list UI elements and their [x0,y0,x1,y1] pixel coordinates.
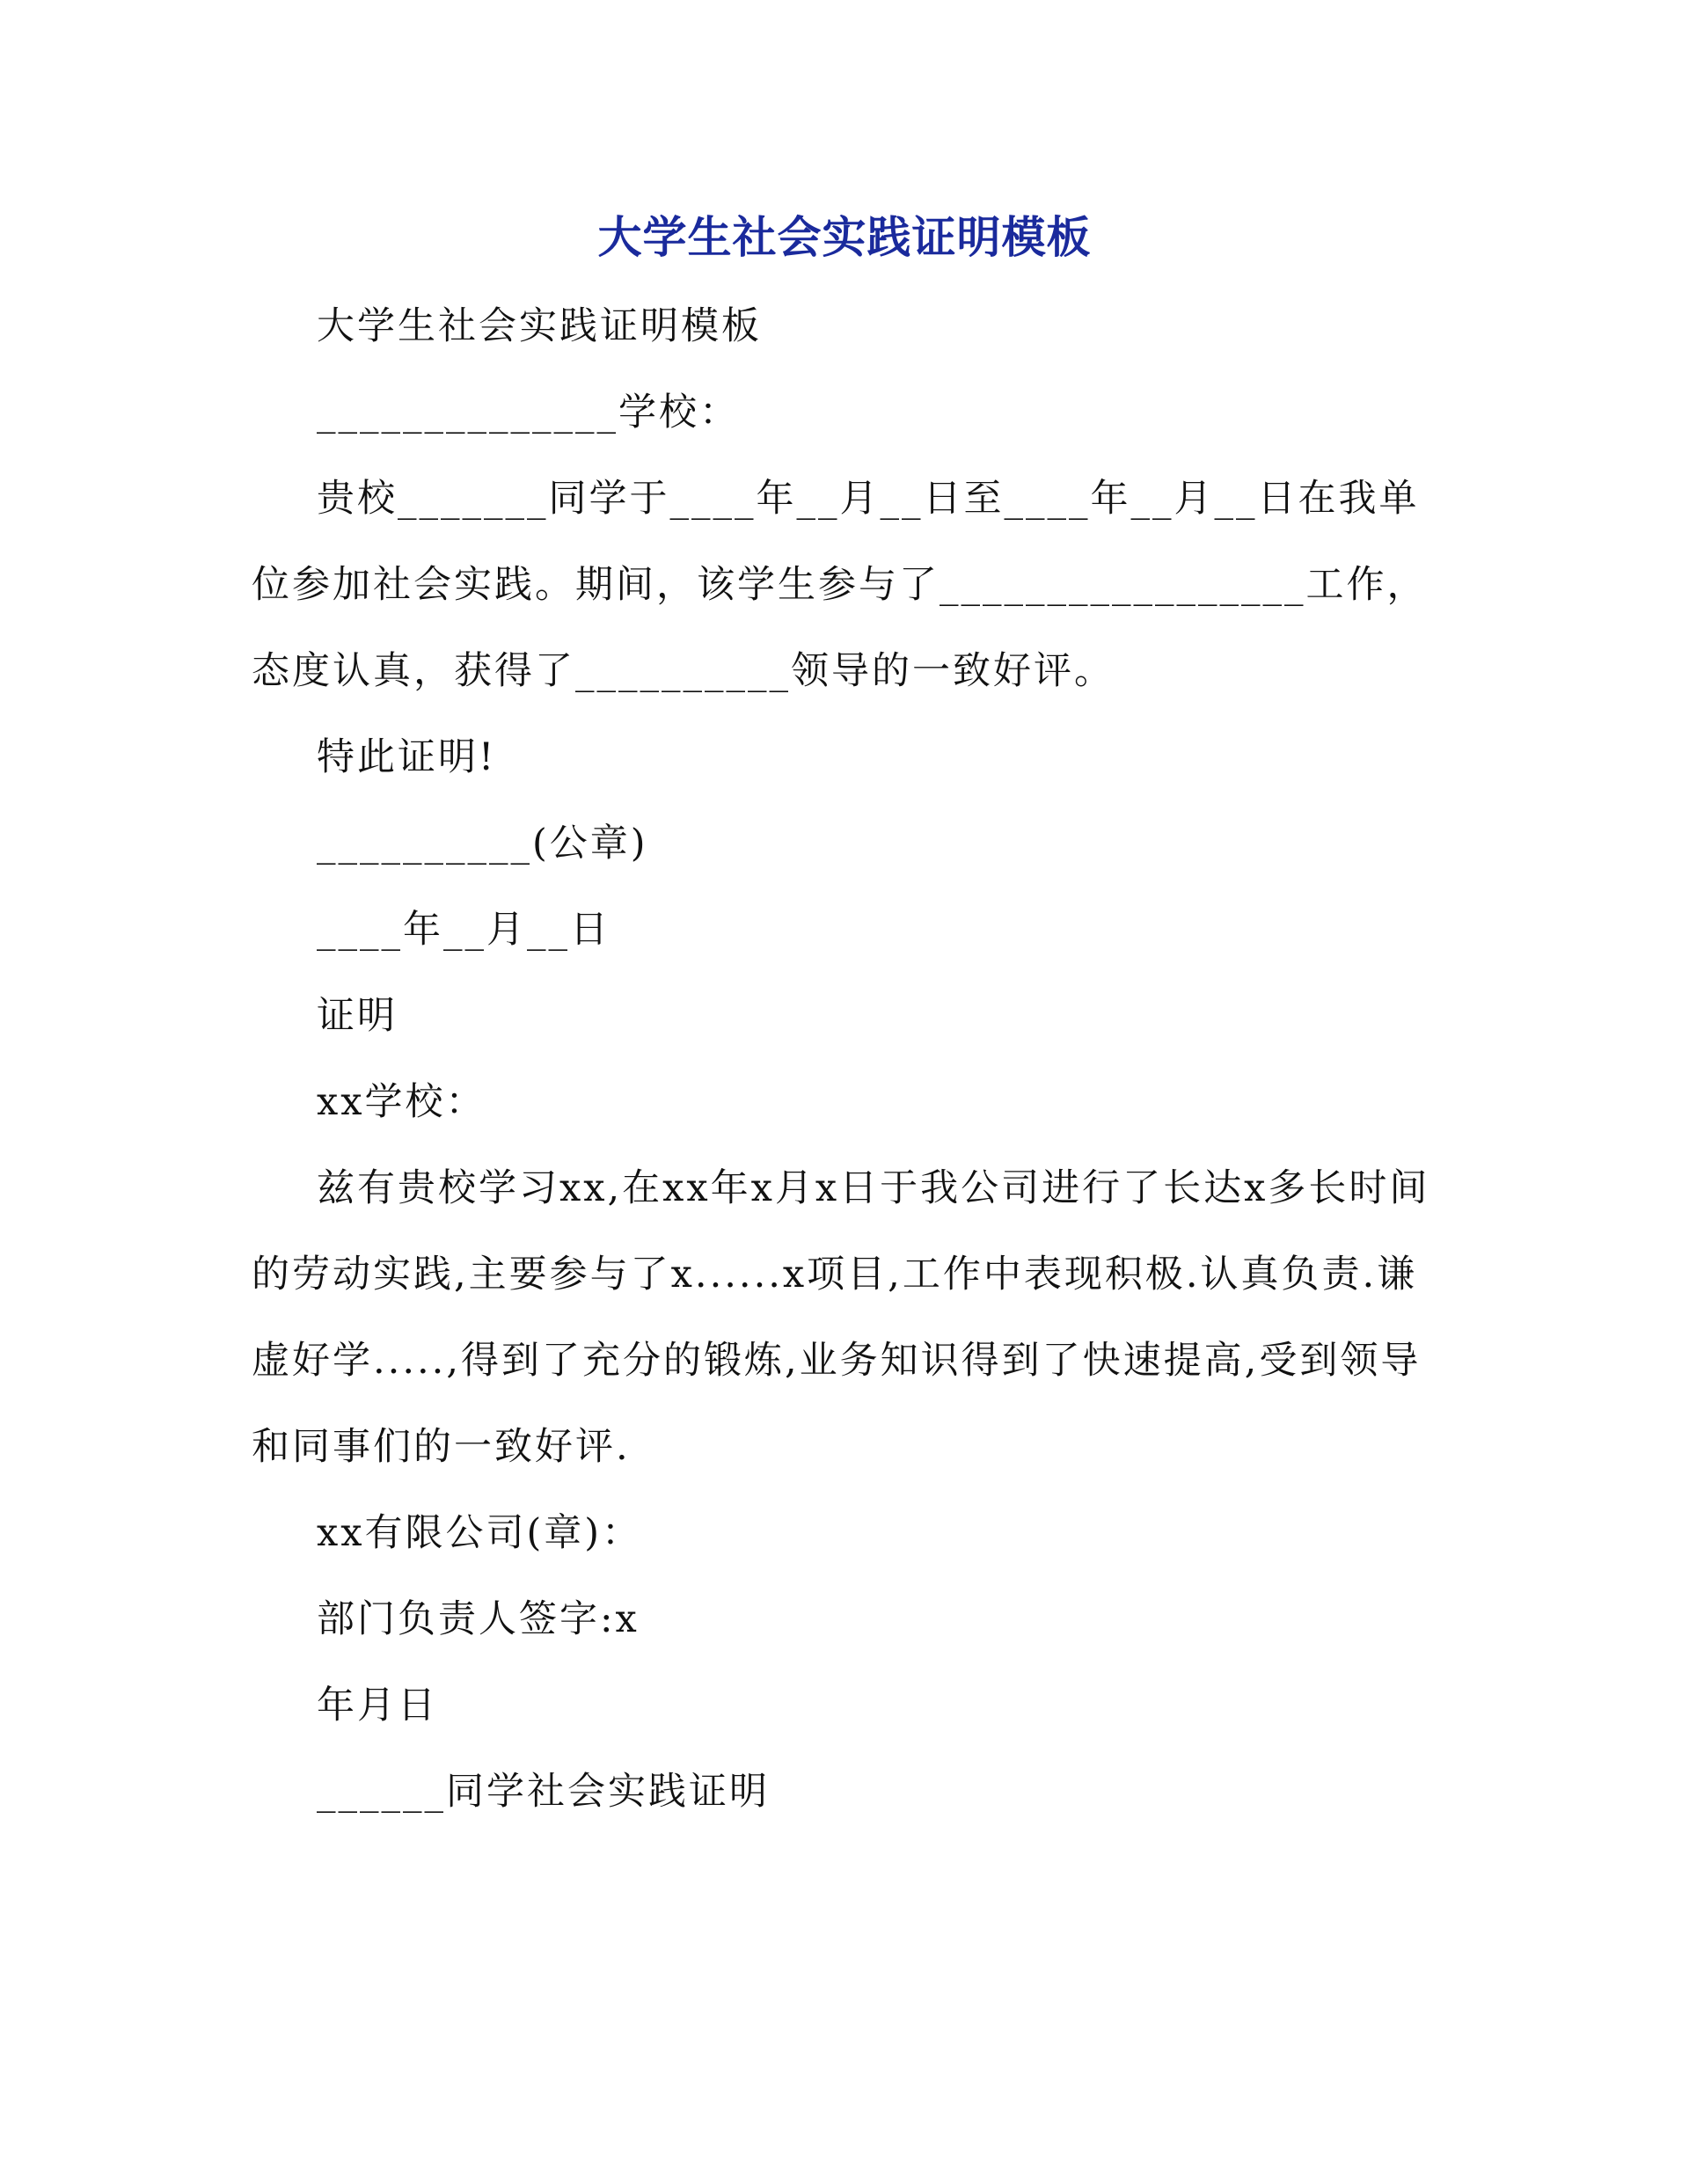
paragraph-xx-school: xx学校： [317,1080,486,1124]
paragraph-student-certificate: ______同学社会实践证明 [317,1770,770,1814]
paragraph-school-salutation: ______________学校： [317,391,740,435]
paragraph-date-blank: ____年__月__日 [317,908,611,952]
paragraph-practice-body: 贵校_______同学于____年__月__日至____年__月__日在我单位参加社会实践。期间，该学生参与了_________________工作，态度认真，获得了__________领导的一致好评。 [252,477,1428,693]
paragraph-internship-body: 兹有贵校学习xx,在xx年x月x日于我公司进行了长达x多长时间的劳动实践,主要参与了x......x项目,工作中表现积极.认真负责.谦虚好学.....,得到了充分的锻炼,业务知识得到了快速提高,受到领导和同事们的一致好评. [252,1166,1430,1469]
document-body [252,283,1448,1835]
paragraph-heading: 大学生社会实践证明模板 [317,304,762,348]
paragraph-certificate-heading: 证明 [317,994,398,1038]
paragraph-department-signature: 部门负责人签字:x [317,1597,640,1641]
paragraph-hereby-certify: 特此证明! [317,735,497,779]
paragraph-date: 年月日 [317,1684,438,1727]
paragraph-company-seal: xx有限公司(章)： [317,1511,643,1555]
paragraph-official-seal: __________(公章) [317,822,648,866]
document-title: 大学生社会实践证明模板 [597,212,1092,263]
